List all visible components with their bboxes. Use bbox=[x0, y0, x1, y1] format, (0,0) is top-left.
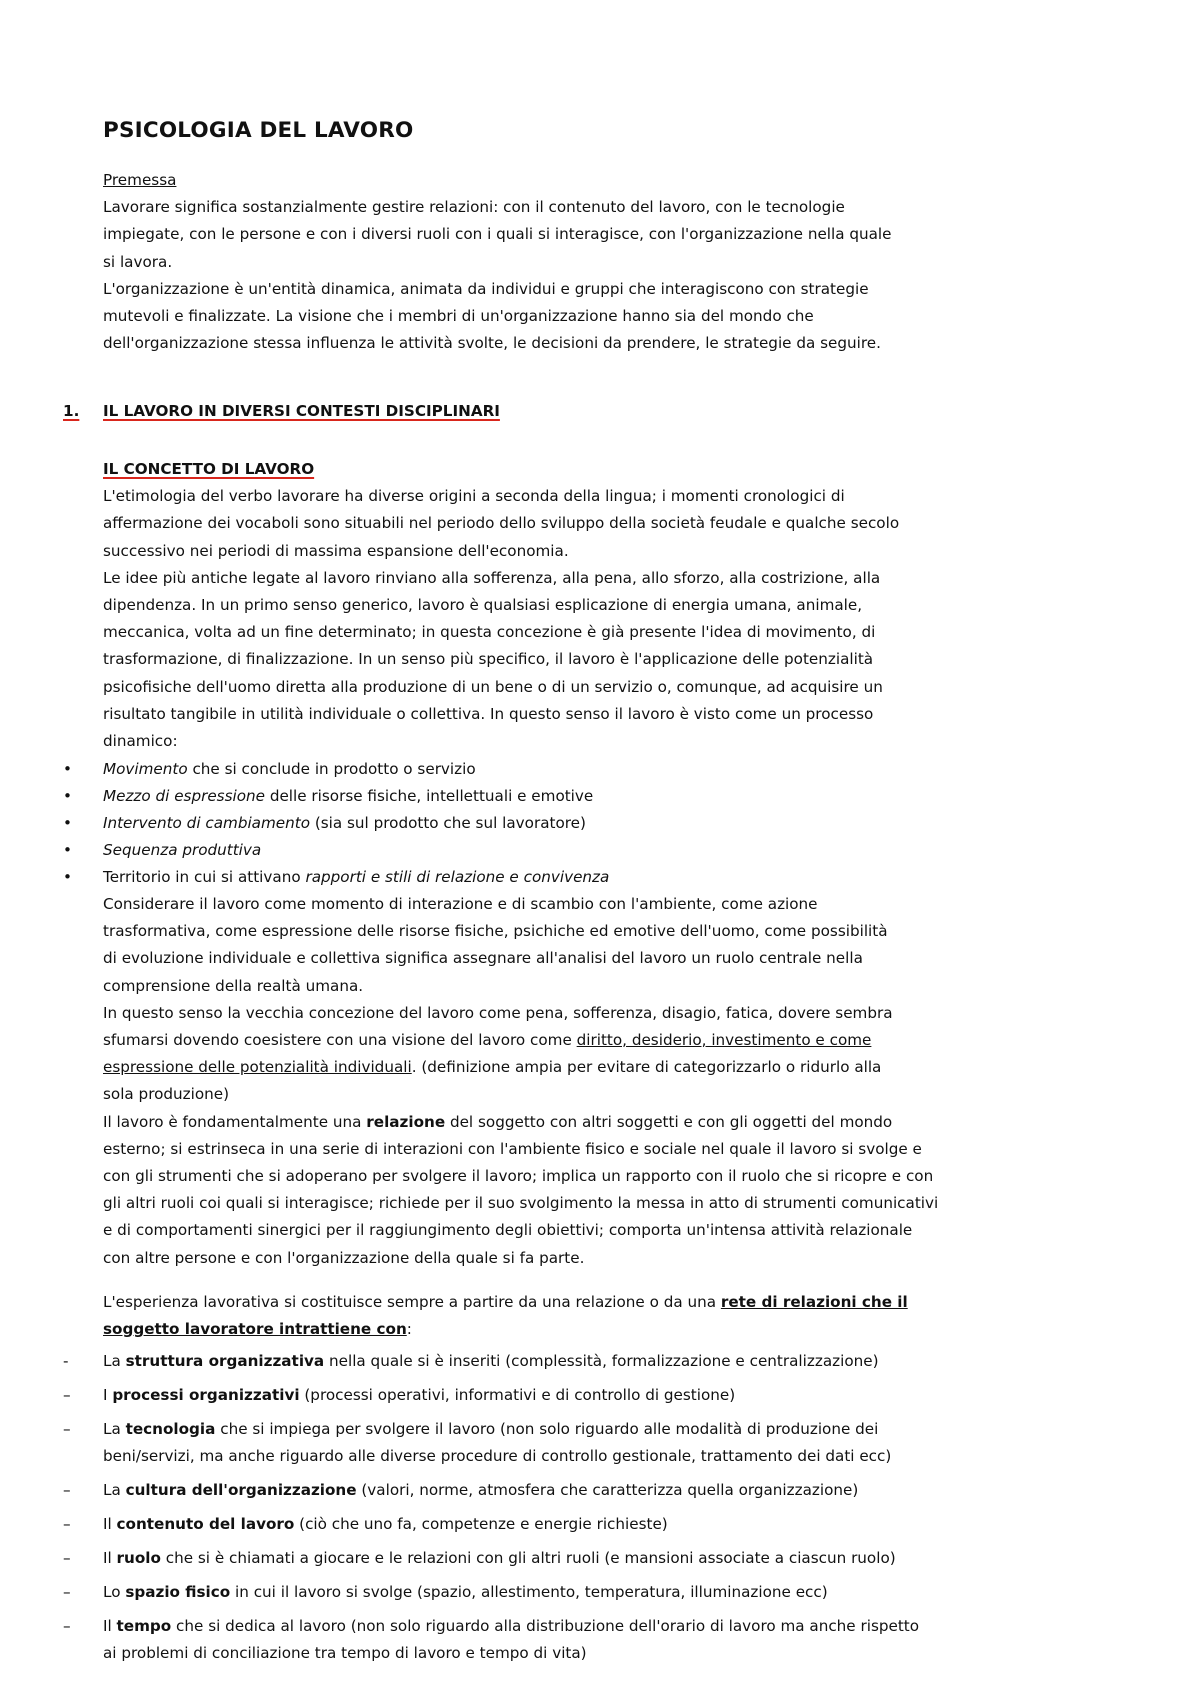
dash-icon: – bbox=[63, 1583, 71, 1601]
paragraph-line: L'esperienza lavorativa si costituisce sempre a partire da una relazione o da una rete di relazioni che il bbox=[103, 1293, 908, 1311]
paragraph-line: Le idee più antiche legate al lavoro rinviano alla sofferenza, alla pena, allo sforzo, alla costrizione, alla bbox=[103, 568, 881, 587]
bullet-icon: • bbox=[63, 841, 72, 859]
paragraph-line: e di comportamenti sinergici per il raggiungimento degli obiettivi; comporta un'intensa attività relazionale bbox=[103, 1221, 913, 1240]
document-page: PSICOLOGIA DEL LAVORO Premessa Lavorare significa sostanzialmente gestire relazioni: con il contenuto del lavoro, con le tecnologie impiegate, con le persone e con i diversi ruoli con i quali si interagisce, con l'organizzazione nella quale si lavora. L'organizzazione è un'entità dinamica, animata da individui e gruppi che interagiscono con strategie mutevoli e finalizzate. La visione che i membri di un'organizzazione hanno sia del mondo che dell'organizzazione stessa influenza le attività svolte, le decisioni da prendere, le strategie da seguire. 1. IL LAVORO IN DIVERSI CONTESTI DISCIPLINARI IL CONCETTO DI LAVORO L'etimologia del verbo lavorare ha diverse origini a seconda della lingua; i momenti cronologici di affermazione dei vocaboli sono situabili nel periodo dello sviluppo della società feudale e qualche secolo successivo nei periodi di massima espansione dell'economia. Le idee più antiche legate al lavoro rinviano alla sofferenza, alla pena, allo sforzo, alla costrizione, alla dipendenza. In un primo senso generico, lavoro è qualsiasi esplicazione di energia umana, animale, meccanica, volta ad un fine determinato; in questa concezione è già presente l'idea di movimento, di trasformazione, di finalizzazione. In un senso più specifico, il lavoro è l'applicazione delle potenzialità psicofisiche dell'uomo diretta alla produzione di un bene o di un servizio o, comunque, ad acquisire un risultato tangibile in utilità individuale o collettiva. In questo senso il lavoro è visto come un processo dinamico: • Movimento che si conclude in prodotto o servizio • Mezzo di espressione delle risorse fisiche, intellettuali e emotive • Intervento di cambiamento (sia sul prodotto che sul lavoratore) • Sequenza produttiva • Territorio in cui si attivano rapporti e stili di relazione e convivenza Considerare il lavoro come momento di interazione e di scambio con l'ambiente, come azione trasformativa, come espressione delle risorse fisiche, psichiche ed emotive dell'uomo, come possibilità di evoluzione individuale e collettiva significa assegnare all'analisi del lavoro un ruolo centrale nella comprensione della realtà umana. In questo senso la vecchia concezione del lavoro come pena, sofferenza, disagio, fatica, dovere sembra sfumarsi dovendo coesistere con una visione del lavoro come diritto, desiderio, investimento e come espressione delle potenzialità individuali. (definizione ampia per evitare di categorizzarlo o ridurlo alla sola produzione) Il lavoro è fondamentalmente una relazione del soggetto con altri soggetti e con gli oggetti del mondo esterno; si estrinseca in una serie di interazioni con l'ambiente fisico e sociale nel quale il lavoro si svolge e con gli strumenti che si adoperano per svolgere il lavoro; implica un rapporto con il ruolo che si ricopre e con gli altri ruoli coi quali si interagisce; richiede per il suo svolgimento la messa in atto di strumenti comunicativi e di comportamenti sinergici per il raggiungimento degli obiettivi; comporta un'intensa attività relazionale con altre persone e con l'organizzazione della quale si fa parte. L'esperienza lavorativa si costituisce sempre a partire da una relazione o da una rete di relazioni che il soggetto lavoratore intrattiene con: - La struttura organizzativa nella quale si è inseriti (complessità, formalizzazione e centralizzazione) – I processi organizzativi (processi operativi, informativi e di controllo di gestione) – La tecnologia che si impiega per svolgere il lavoro (non solo riguardo alle modalità di produzione dei beni/servizi, ma anche riguardo alle diverse procedure di controllo gestionale, trattamento dei dati ecc) – La cultura dell'organizzazione (valori, norme, atmosfera che caratterizza quella organizzazione) – Il contenuto del lavoro (ciò che uno fa, competenze e energie richieste) – Il ruolo che si è chiamati a giocare e le relazioni con gli altri ruoli (e mansioni associate a ciascun ruolo) – Lo spazio fisico in cui il lavoro si svolge (spazio, allestimento, temperatura, illuminazione ecc) – Il tempo che si dedica al lavoro (non solo riguardo alla distribuzione dell'orario di lavoro ma anche rispetto ai problemi di conciliazione tra tempo di lavoro e tempo di vita) bbox=[0, 0, 1200, 1698]
paragraph-line: risultato tangibile in utilità individuale o collettiva. In questo senso il lavoro è visto come un processo bbox=[103, 704, 874, 723]
paragraph-line: comprensione della realtà umana. bbox=[103, 976, 364, 995]
paragraph-line: trasformativa, come espressione delle risorse fisiche, psichiche ed emotive dell'uomo, come possibilità bbox=[103, 922, 888, 941]
paragraph-line: soggetto lavoratore intrattiene con: bbox=[103, 1320, 412, 1339]
dash-icon: – bbox=[63, 1386, 71, 1404]
paragraph-line: esterno; si estrinseca in una serie di interazioni con l'ambiente fisico e sociale nel quale il lavoro si svolge e bbox=[103, 1139, 922, 1158]
paragraph-2 bbox=[103, 891, 1103, 1272]
paragraph-line: affermazione dei vocaboli sono situabili nel periodo dello sviluppo della società feudale e qualche secolo bbox=[103, 514, 900, 533]
premessa-line: si lavora. bbox=[103, 252, 173, 271]
paragraph-line: sola produzione) bbox=[103, 1085, 230, 1104]
paragraph-line: successivo nei periodi di massima espansione dell'economia. bbox=[103, 541, 569, 560]
subheading: IL CONCETTO DI LAVORO bbox=[103, 460, 315, 478]
paragraph-line: con gli strumenti che si adoperano per svolgere il lavoro; implica un rapporto con il ruolo che si ricopre e con bbox=[103, 1167, 934, 1186]
paragraph-line: trasformazione, di finalizzazione. In un senso più specifico, il lavoro è l'applicazione delle potenzialità bbox=[103, 650, 874, 669]
dash-icon: – bbox=[63, 1617, 71, 1635]
bullet-icon: • bbox=[63, 814, 72, 832]
dash-icon: – bbox=[63, 1515, 71, 1533]
paragraph-line: psicofisiche dell'uomo diretta alla produzione di un bene o di un servizio o, comunque, ad acquisire un bbox=[103, 677, 883, 696]
premessa-heading: Premessa bbox=[103, 171, 177, 189]
underlined-phrase: espressione delle potenzialità individuali bbox=[103, 1058, 412, 1077]
paragraph-line: espressione delle potenzialità individuali. (definizione ampia per evitare di categorizzarlo o ridurlo alla bbox=[103, 1058, 882, 1077]
premessa-line: dell'organizzazione stessa influenza le attività svolte, le decisioni da prendere, le strategie da seguire. bbox=[103, 334, 881, 353]
paragraph-line: L'etimologia del verbo lavorare ha diverse origini a seconda della lingua; i momenti cronologici di bbox=[103, 487, 845, 506]
paragraph-5 bbox=[103, 1289, 1103, 1343]
premessa-line: L'organizzazione è un'entità dinamica, animata da individui e gruppi che interagiscono con strategie bbox=[103, 279, 869, 298]
premessa-section bbox=[103, 167, 1103, 357]
dash-icon: - bbox=[63, 1352, 69, 1370]
paragraph-line: Il lavoro è fondamentalmente una relazione del soggetto con altri soggetti e con gli oggetti del mondo bbox=[103, 1112, 893, 1131]
dash-icon: – bbox=[63, 1549, 71, 1567]
paragraph-line: dipendenza. In un primo senso generico, lavoro è qualsiasi esplicazione di energia umana, animale, bbox=[103, 596, 863, 615]
dash-icon: – bbox=[63, 1420, 71, 1438]
bullet-icon: • bbox=[63, 787, 72, 805]
underlined-phrase: rete di relazioni che il bbox=[720, 1293, 908, 1311]
premessa-line: mutevoli e finalizzate. La visione che i membri di un'organizzazione hanno sia del mondo che bbox=[103, 307, 814, 326]
concetto-section bbox=[103, 456, 1103, 755]
paragraph-line: di evoluzione individuale e collettiva significa assegnare all'analisi del lavoro un ruolo centrale nella bbox=[103, 949, 863, 968]
bullet-icon: • bbox=[63, 760, 72, 778]
paragraph-line: gli altri ruoli coi quali si interagisce; richiede per il suo svolgimento la messa in atto di strumenti comunicativi bbox=[103, 1194, 939, 1213]
paragraph-line: Considerare il lavoro come momento di interazione e di scambio con l'ambiente, come azione bbox=[103, 895, 818, 913]
underlined-phrase: diritto, desiderio, investimento e come bbox=[576, 1031, 872, 1050]
paragraph-line: dinamico: bbox=[103, 732, 178, 751]
premessa-line: impiegate, con le persone e con i diversi ruoli con i quali si interagisce, con l'organizzazione nella quale bbox=[103, 225, 892, 244]
bullet-icon: • bbox=[63, 868, 72, 886]
section-title: IL LAVORO IN DIVERSI CONTESTI DISCIPLINARI bbox=[103, 402, 500, 420]
paragraph-line: In questo senso la vecchia concezione del lavoro come pena, sofferenza, disagio, fatica, dovere sembra bbox=[103, 1003, 893, 1022]
document-title: PSICOLOGIA DEL LAVORO bbox=[103, 118, 414, 143]
underlined-phrase: soggetto lavoratore intrattiene con bbox=[103, 1320, 407, 1339]
paragraph-line: con altre persone e con l'organizzazione della quale si fa parte. bbox=[103, 1248, 585, 1267]
dash-icon: – bbox=[63, 1481, 71, 1499]
section-number: 1. bbox=[63, 402, 80, 420]
paragraph-line: meccanica, volta ad un fine determinato; in questa concezione è già presente l'idea di movimento, di bbox=[103, 623, 876, 642]
paragraph-line: sfumarsi dovendo coesistere con una visione del lavoro come diritto, desiderio, investimento e come bbox=[103, 1031, 872, 1050]
premessa-line: Lavorare significa sostanzialmente gestire relazioni: con il contenuto del lavoro, con le tecnologie bbox=[103, 198, 845, 217]
